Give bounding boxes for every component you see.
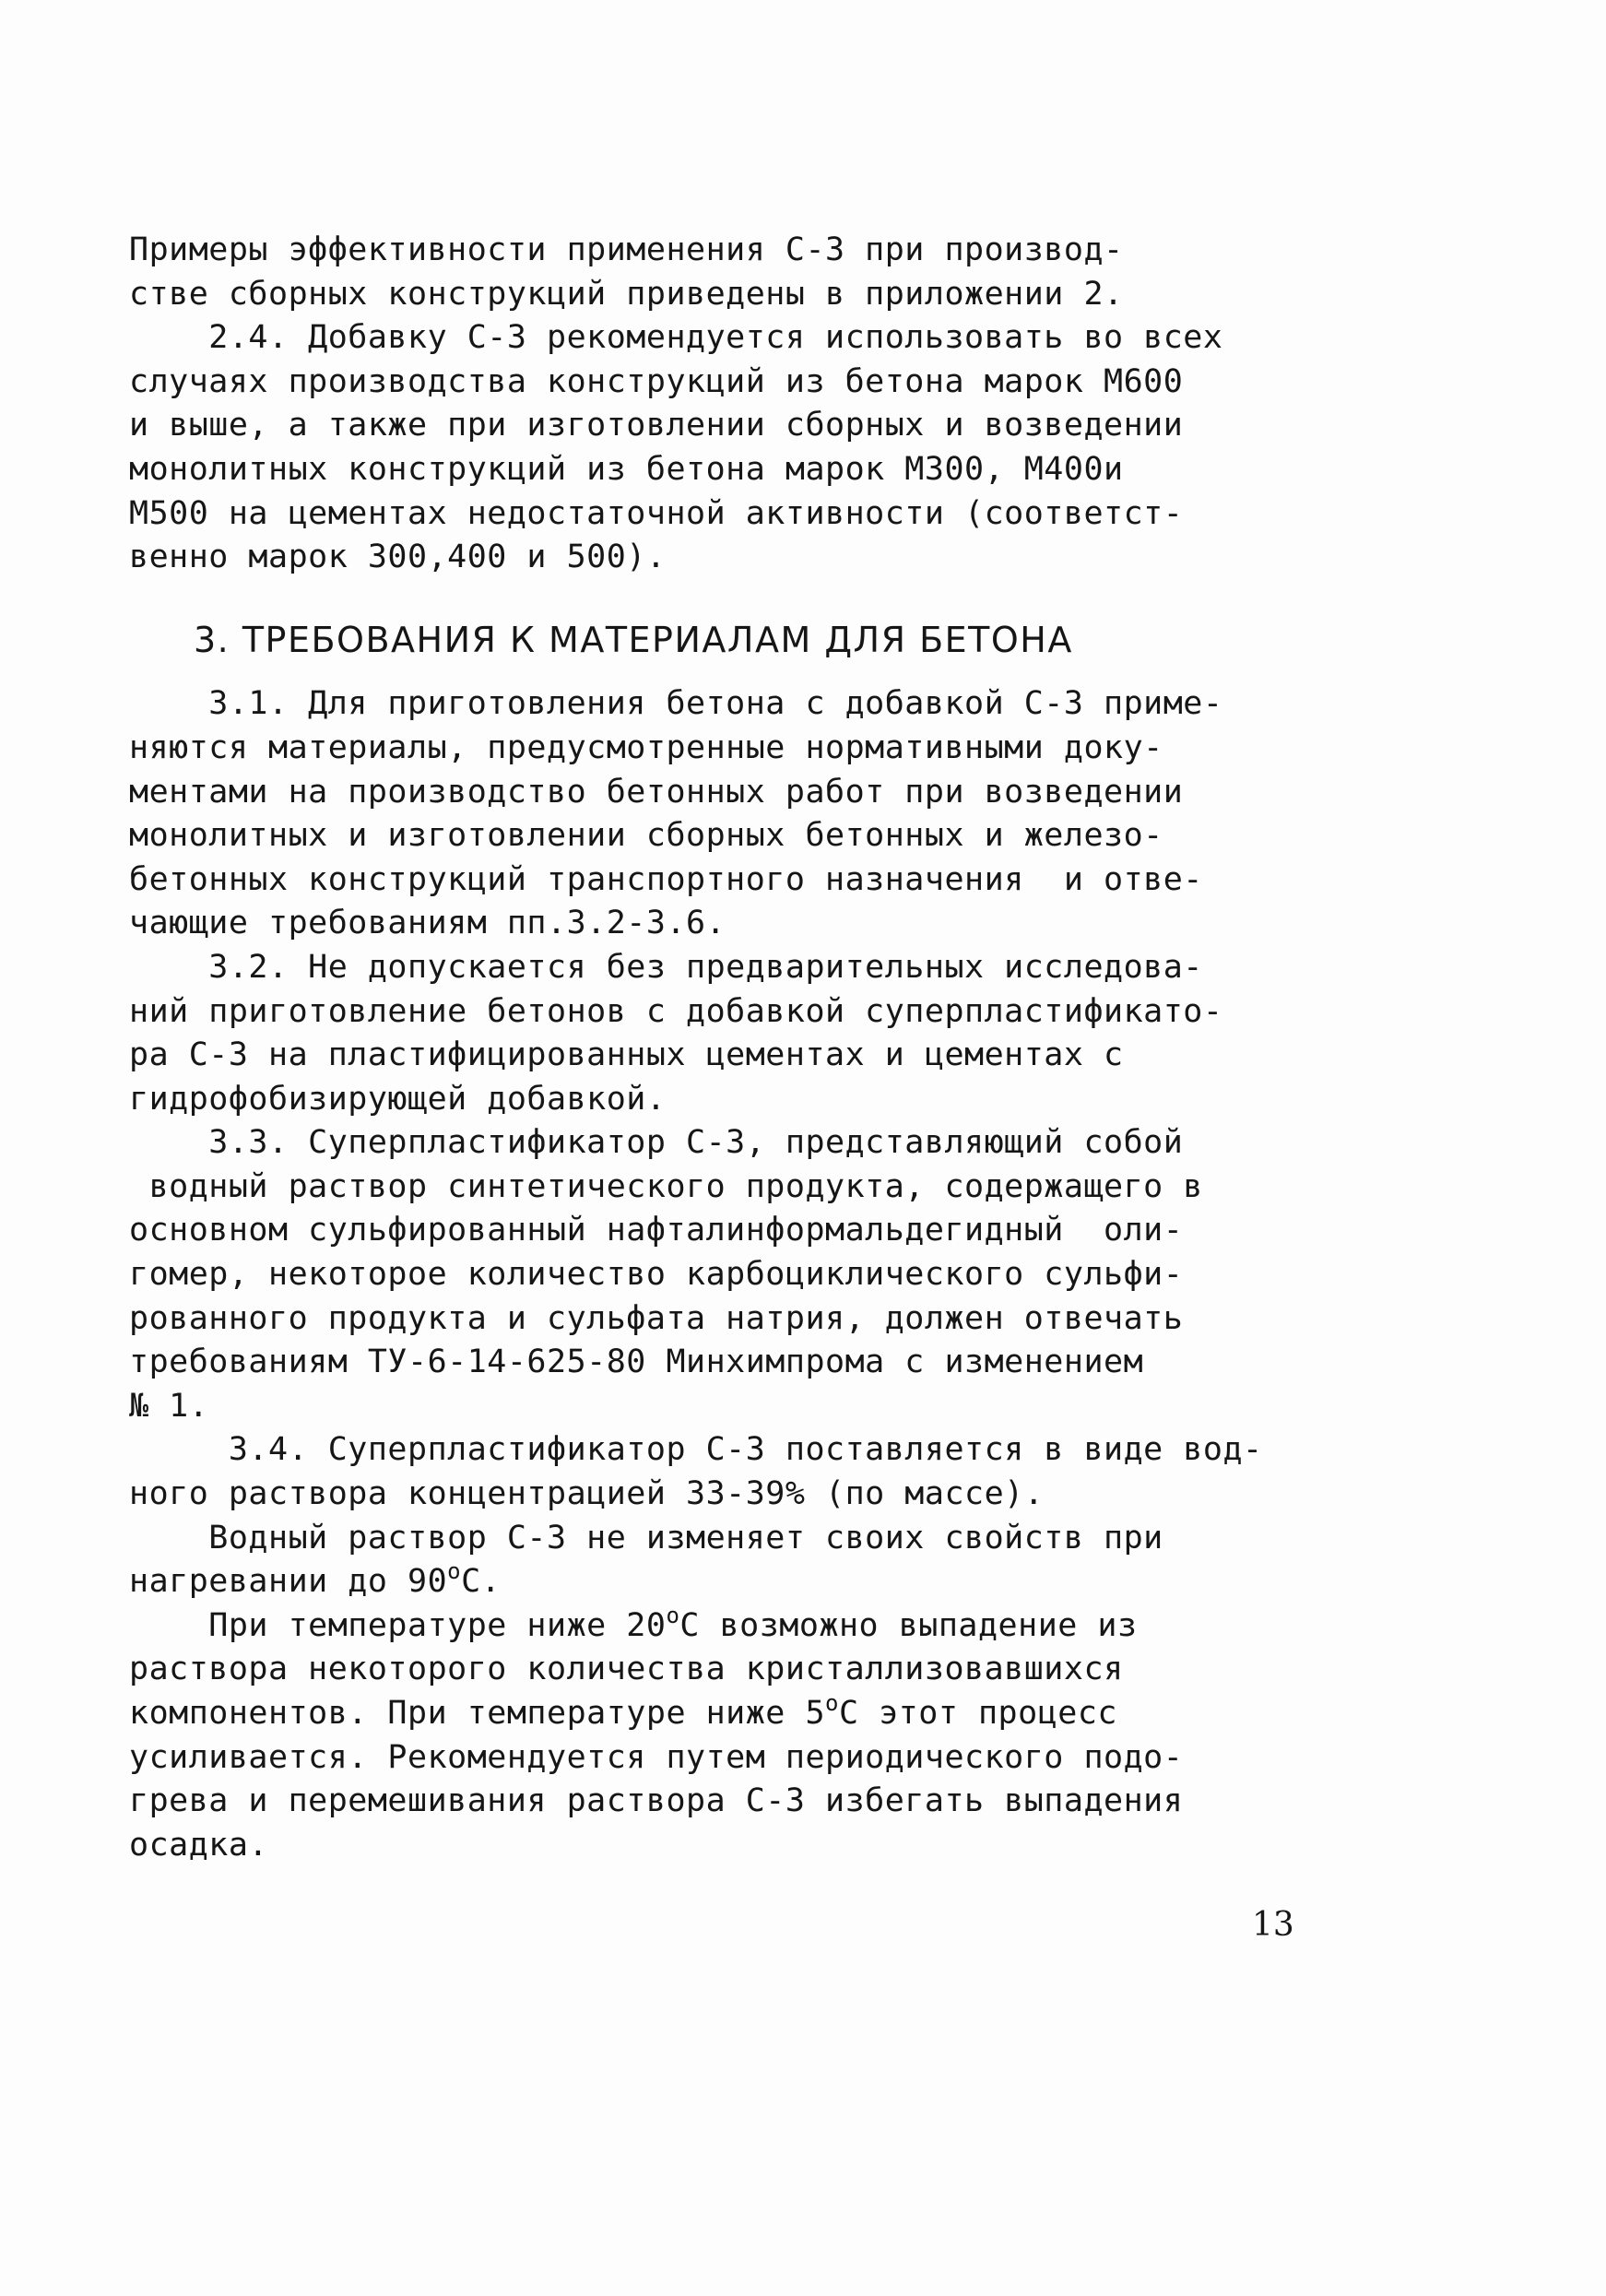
degree-sign: о	[825, 1690, 839, 1716]
text-line: гидрофобизирующей добавкой.	[129, 1080, 667, 1118]
text-fragment: С этот процесс	[838, 1695, 1117, 1732]
paragraph-3-3	[129, 1121, 1300, 1428]
text-line	[129, 1604, 1300, 1649]
paragraph-3-4	[129, 1428, 1300, 1516]
paragraph-2-4	[129, 316, 1300, 580]
text-line: М500 на цементах недостаточной активности (соответст-	[129, 494, 1184, 532]
page-number: 13	[1252, 1906, 1294, 1944]
text-line: осадка.	[129, 1826, 269, 1864]
section-heading: 3. ТРЕБОВАНИЯ К МАТЕРИАЛАМ ДЛЯ БЕТОНА	[194, 619, 1073, 660]
text-fragment: С.	[461, 1563, 502, 1601]
text-line: требованиям ТУ-6-14-625-80 Минхимпрома с изменением	[129, 1343, 1144, 1381]
text-line: 3.4. Суперпластификатор С-3 поставляется в виде вод-	[129, 1431, 1263, 1469]
paragraph-3-2	[129, 946, 1300, 1121]
text-line: № 1.	[129, 1387, 209, 1425]
degree-sign: о	[447, 1558, 462, 1585]
text-line: монолитных конструкций из бетона марок М300, М400и	[129, 450, 1124, 488]
paragraph-heating	[129, 1517, 1300, 1604]
degree-sign: о	[666, 1602, 680, 1628]
text-fragment: С возможно выпадение из	[679, 1606, 1138, 1644]
body-text	[129, 229, 1300, 1867]
text-line: случаях производства конструкций из бетона марок М600	[129, 362, 1184, 400]
text-line: ра С-3 на пластифицированных цементах и цементах с	[129, 1036, 1124, 1074]
text-fragment: нагревании до 90	[129, 1563, 448, 1601]
paragraph-temperature	[129, 1604, 1300, 1868]
text-line: Водный раствор С-3 не изменяет своих свойств при	[129, 1519, 1163, 1556]
text-line	[129, 1692, 1300, 1736]
text-line: раствора некоторого количества кристаллизовавшихся	[129, 1651, 1124, 1688]
text-line: 3.1. Для приготовления бетона с добавкой С-3 приме-	[129, 685, 1223, 723]
text-line: монолитных и изготовлении сборных бетонных и железо-	[129, 817, 1163, 855]
text-line: усиливается. Рекомендуется путем периодического подо-	[129, 1738, 1184, 1776]
text-line: 2.4. Добавку С-3 рекомендуется использовать во всех	[129, 319, 1223, 357]
text-line	[129, 1560, 1300, 1604]
text-line: основном сульфированный нафталинформальдегидный оли-	[129, 1212, 1184, 1249]
text-line: ментами на производство бетонных работ при возведении	[129, 773, 1184, 811]
text-line: 3.2. Не допускается без предварительных исследова-	[129, 948, 1203, 986]
text-fragment: компонентов. При температуре ниже 5	[129, 1695, 826, 1732]
text-line: 3.3. Суперпластификатор С-3, представляющий собой	[129, 1124, 1184, 1162]
text-line: чающие требованиям пп.3.2-3.6.	[129, 905, 726, 942]
text-line: венно марок 300,400 и 500).	[129, 538, 667, 576]
text-line: и выше, а также при изготовлении сборных и возведении	[129, 407, 1184, 444]
text-line: Примеры эффективности применения С-3 при производ-	[129, 231, 1124, 268]
text-line: бетонных конструкций транспортного назначения и отве-	[129, 860, 1203, 898]
text-line: гомер, некоторое количество карбоциклического сульфи-	[129, 1256, 1184, 1294]
text-line: грева и перемешивания раствора С-3 избегать выпадения	[129, 1782, 1184, 1820]
text-line: водный раствор синтетического продукта, содержащего в	[129, 1167, 1203, 1205]
text-line: няются материалы, предусмотренные нормативными доку-	[129, 728, 1163, 766]
text-line: ного раствора концентрацией 33-39% (по массе).	[129, 1475, 1045, 1513]
text-line: рованного продукта и сульфата натрия, должен отвечать	[129, 1299, 1184, 1337]
text-fragment: При температуре ниже 20	[129, 1606, 667, 1644]
paragraph-3-1	[129, 682, 1300, 946]
text-line: ний приготовление бетонов с добавкой суперпластификато-	[129, 992, 1223, 1030]
paragraph-intro	[129, 229, 1300, 316]
text-line: стве сборных конструкций приведены в приложении 2.	[129, 275, 1124, 313]
